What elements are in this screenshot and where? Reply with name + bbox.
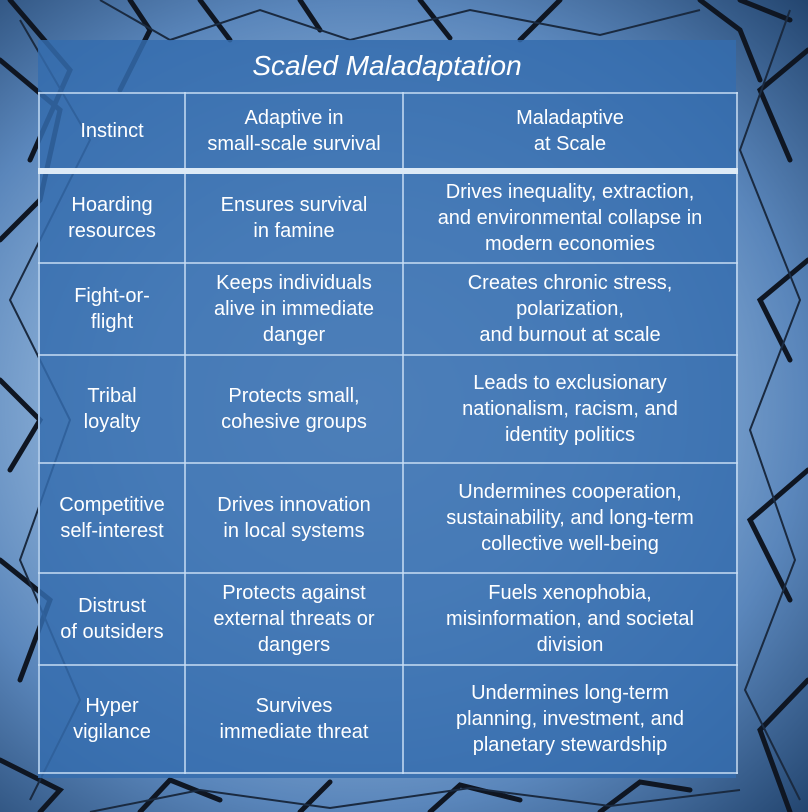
cell-text-line: nationalism, racism, and — [462, 398, 678, 420]
cell-text-line: Distrust — [78, 595, 146, 617]
cell-text-line: danger — [262, 324, 326, 346]
cell-maladaptive-at-scale — [403, 463, 737, 573]
cell-maladaptive-at-scale — [403, 171, 737, 263]
header-cell-maladaptive-at-scale — [403, 93, 737, 171]
cell-text-line: division — [536, 634, 604, 656]
cell-adaptive-small-scale — [185, 263, 403, 355]
cell-text-line: external threats or — [213, 608, 375, 630]
cell-text-line: Maladaptive — [516, 107, 624, 129]
cell-text-line: Instinct — [80, 120, 144, 142]
cell-text-line: Protects against — [222, 582, 366, 604]
table-header-row — [39, 93, 737, 171]
cell-text-line: Hyper — [85, 695, 139, 717]
cell-text-line: Competitive — [59, 494, 165, 516]
header-cell-instinct — [39, 93, 185, 171]
cell-text-line: Undermines cooperation, — [458, 481, 682, 503]
cell-text-line: in local systems — [223, 520, 365, 542]
table-row — [39, 665, 737, 773]
cell-instinct — [39, 355, 185, 463]
cell-text-line: Survives — [255, 695, 333, 717]
cell-text-line: flight — [90, 311, 134, 333]
cell-text-line: misinformation, and societal — [446, 608, 694, 630]
table-row — [39, 463, 737, 573]
cell-adaptive-small-scale — [185, 355, 403, 463]
cell-text-line: Protects small, — [228, 385, 360, 407]
cell-text-line: identity politics — [504, 424, 636, 446]
cell-text-line: Creates chronic stress, — [467, 272, 673, 294]
cell-text-line: Drives innovation — [217, 494, 371, 516]
cell-text-line: planetary stewardship — [472, 734, 668, 756]
cell-text-line: resources — [68, 220, 156, 242]
cell-text-line: polarization, — [516, 298, 624, 320]
cell-text-line: dangers — [257, 634, 331, 656]
cell-text-line: sustainability, and long-term — [446, 507, 694, 529]
table-row — [39, 171, 737, 263]
cell-maladaptive-at-scale — [403, 355, 737, 463]
cell-text-line: Fuels xenophobia, — [488, 582, 652, 604]
cell-instinct — [39, 171, 185, 263]
cell-text-line: Fight-or- — [74, 285, 150, 307]
cell-text-line: loyalty — [83, 411, 141, 433]
cell-text-line: Tribal — [87, 385, 137, 407]
cell-text-line: Ensures survival — [220, 194, 368, 216]
cell-text-line: and burnout at scale — [479, 324, 661, 346]
table-title: Scaled Maladaptation — [252, 50, 522, 81]
cell-text-line: Keeps individuals — [216, 272, 372, 294]
cell-text-line: alive in immediate — [213, 298, 375, 320]
cell-text-line: small-scale survival — [207, 133, 381, 155]
cell-instinct — [39, 463, 185, 573]
cell-text-line: Drives inequality, extraction, — [445, 181, 695, 203]
cell-text-line: self-interest — [60, 520, 164, 542]
cell-adaptive-small-scale — [185, 665, 403, 773]
table-row — [39, 263, 737, 355]
table-row — [39, 355, 737, 463]
cell-instinct — [39, 665, 185, 773]
cell-text-line: Undermines long-term — [471, 682, 669, 704]
cell-text-line: Hoarding — [71, 194, 153, 216]
cell-text-line: cohesive groups — [221, 411, 367, 433]
cell-text-line: at Scale — [533, 133, 607, 155]
cell-text-line: modern economies — [484, 233, 656, 255]
cell-text-line: of outsiders — [60, 621, 164, 643]
cell-adaptive-small-scale — [185, 463, 403, 573]
cell-text-line: vigilance — [73, 721, 151, 743]
cell-adaptive-small-scale — [185, 171, 403, 263]
cell-maladaptive-at-scale — [403, 665, 737, 773]
cell-text-line: immediate threat — [219, 721, 369, 743]
table-row — [39, 573, 737, 665]
maladaptation-table — [38, 92, 738, 774]
cell-instinct — [39, 263, 185, 355]
maladaptation-table-panel — [38, 40, 736, 778]
cell-instinct — [39, 573, 185, 665]
header-cell-adaptive-small-scale — [185, 93, 403, 171]
cell-maladaptive-at-scale — [403, 573, 737, 665]
cell-text-line: Adaptive in — [244, 107, 344, 129]
cell-adaptive-small-scale — [185, 573, 403, 665]
cell-text-line: Leads to exclusionary — [473, 372, 667, 394]
cell-text-line: and environmental collapse in — [437, 207, 703, 229]
cell-maladaptive-at-scale — [403, 263, 737, 355]
cell-text-line: collective well-being — [481, 533, 659, 555]
cell-text-line: in famine — [253, 220, 335, 242]
cell-text-line: planning, investment, and — [456, 708, 684, 730]
